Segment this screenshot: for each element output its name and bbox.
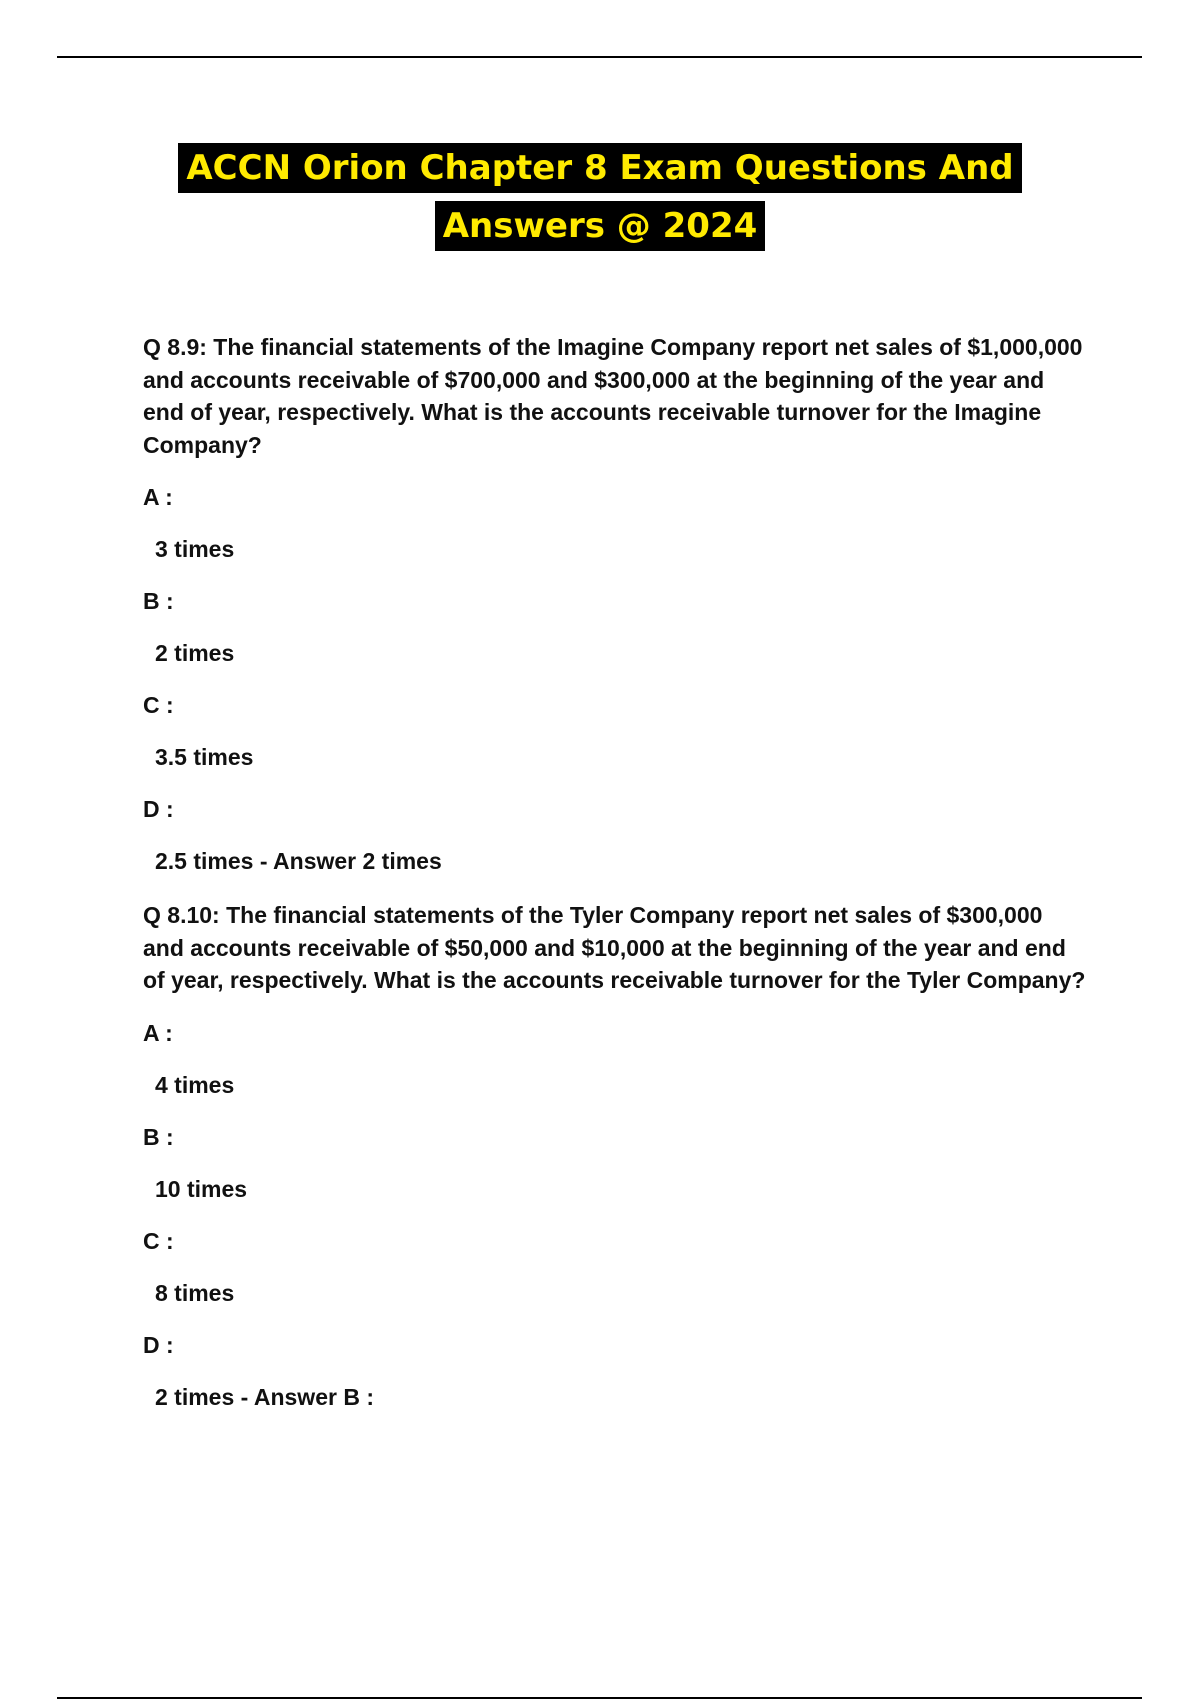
option-text: 4 times <box>155 1071 235 1098</box>
top-rule <box>57 56 1142 58</box>
option-letter: C : <box>143 1227 174 1254</box>
question-block <box>143 899 1088 1413</box>
document-title <box>0 143 1200 251</box>
question-text: Q 8.9: The financial statements of the Imagine Company report net sales of $1,000,000 and accounts receivable of $700,000 and $300,000 at the beginning of the year and end of year, respectively. What is the accounts receivable turnover for the Imagine Company? <box>143 334 1083 458</box>
title-line-2: Answers @ 2024 <box>435 201 766 251</box>
option-letter: A : <box>143 484 173 510</box>
document-body <box>143 331 1088 1413</box>
question-text: Q 8.10: The financial statements of the Tyler Company report net sales of $300,000 and accounts receivable of $50,000 and $10,000 at the beginning of the year and end of year, respectively. What is the accounts receivable turnover for the Tyler Company? <box>143 902 1086 993</box>
bottom-rule <box>57 1697 1142 1699</box>
option-letter: B : <box>143 588 174 614</box>
option-text: 2 times - Answer B : <box>155 1383 374 1410</box>
option-text: 2 times <box>155 640 235 666</box>
option-letter: A : <box>143 1019 173 1046</box>
option-text: 3 times <box>155 536 235 562</box>
option-text: 8 times <box>155 1279 235 1306</box>
option-letter: C : <box>143 692 174 718</box>
option-letter: D : <box>143 1331 174 1358</box>
option-letter: D : <box>143 796 174 822</box>
option-text: 3.5 times <box>155 744 254 770</box>
option-text: 2.5 times - Answer 2 times <box>155 848 442 874</box>
option-text: 10 times <box>155 1175 248 1202</box>
option-letter: B : <box>143 1123 174 1150</box>
title-line-1: ACCN Orion Chapter 8 Exam Questions And <box>178 143 1021 193</box>
question-block <box>143 331 1088 877</box>
